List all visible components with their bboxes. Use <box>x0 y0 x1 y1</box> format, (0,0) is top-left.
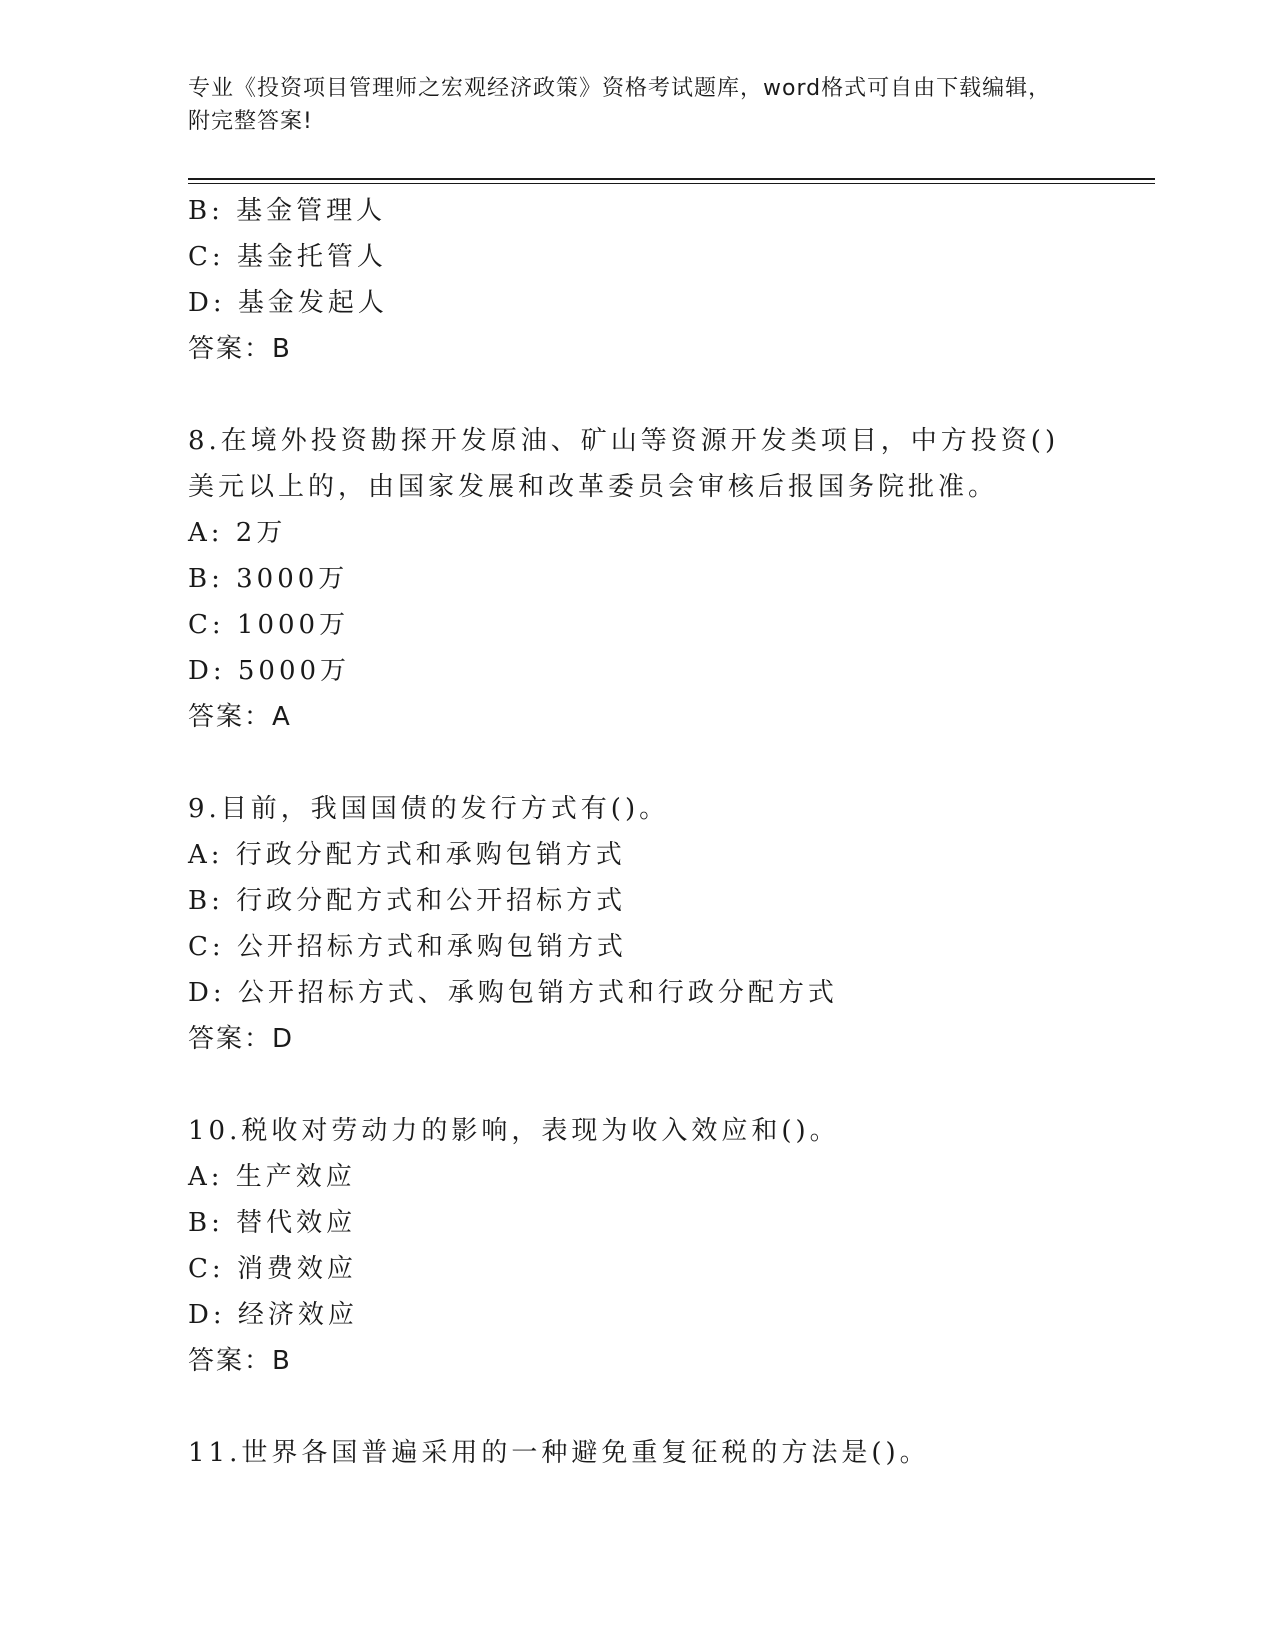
answer: 答案：A <box>188 702 292 732</box>
question-block <box>188 1108 1088 1384</box>
option: B: 3000万 <box>188 564 349 594</box>
option: D: 基金发起人 <box>188 288 388 318</box>
option: D: 5000万 <box>188 656 351 686</box>
option: D: 经济效应 <box>188 1300 358 1330</box>
question-text: 10.税收对劳动力的影响，表现为收入效应和()。 <box>188 1116 840 1146</box>
option: D: 公开招标方式、承购包销方式和行政分配方式 <box>188 978 838 1008</box>
option: A: 生产效应 <box>188 1162 356 1192</box>
question-block <box>188 188 1088 372</box>
question-block <box>188 418 1088 740</box>
answer: 答案：D <box>188 1024 295 1054</box>
question-text: 9.目前，我国国债的发行方式有()。 <box>188 794 670 824</box>
question-block <box>188 786 1088 1062</box>
option: B: 行政分配方式和公开招标方式 <box>188 886 627 916</box>
option: C: 公开招标方式和承购包销方式 <box>188 932 627 962</box>
question-text: 11.世界各国普遍采用的一种避免重复征税的方法是()。 <box>188 1438 930 1468</box>
option: C: 1000万 <box>188 610 350 640</box>
answer: 答案：B <box>188 1346 292 1376</box>
option: C: 基金托管人 <box>188 242 387 272</box>
page-header: 专业《投资项目管理师之宏观经济政策》资格考试题库，word格式可自由下载编辑，附完整答案! <box>188 76 1052 134</box>
header-rule-thin <box>188 183 1155 184</box>
option: B: 替代效应 <box>188 1208 357 1238</box>
header-rule-thick <box>188 178 1155 180</box>
question-list <box>188 188 1088 1476</box>
answer: 答案：B <box>188 334 292 364</box>
question-block <box>188 1430 1088 1476</box>
question-text: 8.在境外投资勘探开发原油、矿山等资源开发类项目，中方投资()美元以上的，由国家发展和改革委员会审核后报国务院批准。 <box>188 426 1060 502</box>
option: C: 消费效应 <box>188 1254 357 1284</box>
option: A: 2万 <box>188 518 287 548</box>
option: A: 行政分配方式和承购包销方式 <box>188 840 626 870</box>
option: B: 基金管理人 <box>188 196 387 226</box>
